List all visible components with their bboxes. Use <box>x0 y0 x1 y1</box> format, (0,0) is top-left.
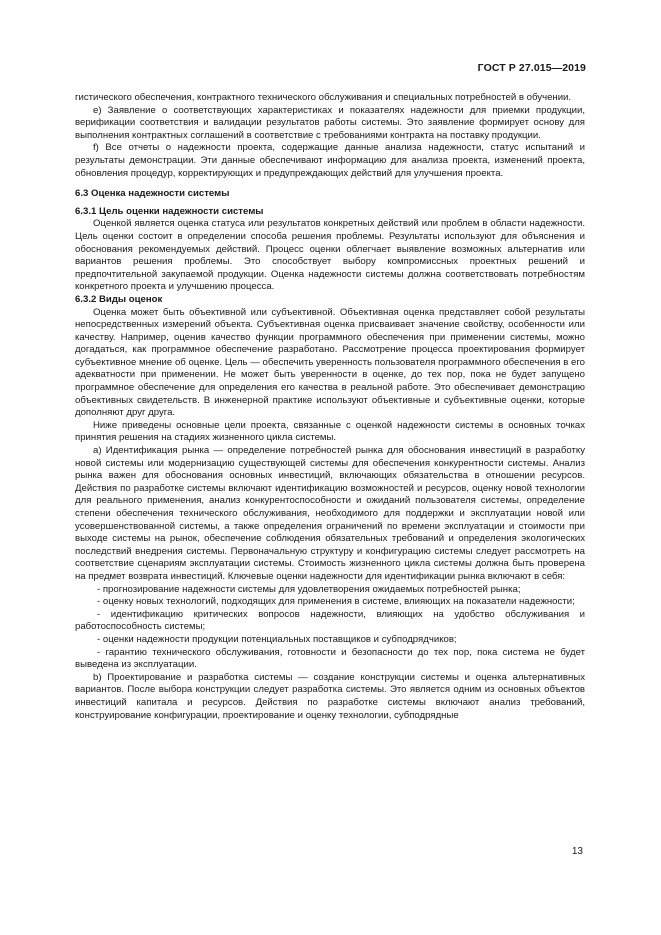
document-code: ГОСТ Р 27.015—2019 <box>477 62 586 74</box>
list-item: - прогнозирование надежности системы для удовлетворения ожидаемых потребностей рынка; <box>97 583 521 595</box>
paragraph: e) Заявление о соответствующих характеристиках и показателях надежности для приемки продукции, верификации соответствия и валидации результатов работы системы. Это заявление формирует основу для выполнения контрактных соглашений в соответствие с требованиями контракта на поставку продукции. <box>75 104 585 141</box>
paragraph: Оценкой является оценка статуса или результатов конкретных действий или проблем в области надежности. Цель оценки состоит в определении способа решения проблемы. Результаты используют для объяснения и обоснования рекомендуемых действий. Процесс оценки облегчает выявление возможных альтернатив или вариантов решения проблемы. Это способствует выбору компромиссных проектных решений и предпочтительной закупаемой продукции. Оценка надежности системы должна соответствовать потребностям конкретного проекта и улучшению процесса. <box>75 218 585 293</box>
paragraph: b) Проектирование и разработка системы — создание конструкции системы и оценка альтернативных вариантов. После выбора конструкции следует разработка системы. Это является одним из основных объектов инвестиций капитала и ресурсов. Действия по разработке системы включают анализ требований, конструирование конфигурации, проектирование и оценку технологии, субподрядные <box>75 671 585 721</box>
paragraph: Ниже приведены основные цели проекта, связанные с оценкой надежности системы в основных точках принятия решения на стадиях жизненного цикла системы. <box>75 419 585 444</box>
paragraph: гистического обеспечения, контрактного технического обслуживания и специальных потребностей в обучении. <box>75 92 572 103</box>
subsection-heading: 6.3.1 Цель оценки надежности системы <box>75 205 264 217</box>
section-heading: 6.3 Оценка надежности системы <box>75 188 230 200</box>
subsection-heading: 6.3.2 Виды оценок <box>75 293 163 305</box>
paragraph: Оценка может быть объективной или субъективной. Объективная оценка представляет собой результаты непосредственных измерений объекта. Субъективная оценка присваивает значение свойству, особенности или качеству. Например, оценив качество функции программного обеспечения при применении системы, можно догадаться, как программное обеспечение разработано. Рассмотрение процесса проектирования формирует субъективное мнение об оценке. Цель — обеспечить уверенность пользователя программного обеспечения в его адекватности при применении. Не может быть уверенности в оценке, до тех пор, пока не будет запущено программное обеспечение для определения его качества в реальной работе. Это обеспечивает демонстрацию объективных свидетельств. В инженерной практике используют объективные и субъективные оценки, которые дополняют друг друга. <box>75 306 585 419</box>
paragraph: f) Все отчеты о надежности проекта, содержащие данные анализа надежности, статус испытаний и результаты демонстрации. Эти данные обеспечивают информацию для анализа проекта, изменений проекта, обновления процедур, корректирующих и предупреждающих действий для улучшения проекта. <box>75 142 585 179</box>
page-number: 13 <box>571 846 583 857</box>
list-item: - оценки надежности продукции потенциальных поставщиков и субподрядчиков; <box>97 633 457 645</box>
document-body <box>75 92 585 722</box>
paragraph: a) Идентификация рынка — определение потребностей рынка для обоснования инвестиций в разработку новой системы или модернизацию существующей системы для обеспечения конкурентности системы. Анализ рынка важен для обоснования основных инвестиций, включающих обязательства в отношении ресурсов. Действия по разработке системы включают идентификацию возможностей и ресурсов, оценку новой технологии для реального применения, анализ конкурентоспособности и ожиданий пользователя системы, определение степени обеспечения технического обслуживания, необходимого для поддержки и эксплуатации новой или усовершенствованной системы, а также определения ограничений по времени эксплуатации и стоимости при выходе системы на рынок, обеспечение соблюдения обязательных требований и определения экологических последствий внедрения системы. Первоначальную структуру и конфигурацию системы следует рассмотреть на соответствие сценариям эксплуатации системы. Стоимость жизненного цикла системы должна быть проверена на предмет возврата инвестиций. Ключевые оценки надежности для идентификации рынка включают в себя: <box>75 445 585 582</box>
list-item: - оценку новых технологий, подходящих для применения в системе, влияющих на показатели надежности; <box>97 596 575 608</box>
list-item: - гарантию технического обслуживания, готовности и безопасности до тех пор, пока система не будет выведена из эксплуатации. <box>75 646 585 671</box>
list-item: - идентификацию критических вопросов надежности, влияющих на удобство обслуживания и работоспособность системы; <box>75 608 585 633</box>
